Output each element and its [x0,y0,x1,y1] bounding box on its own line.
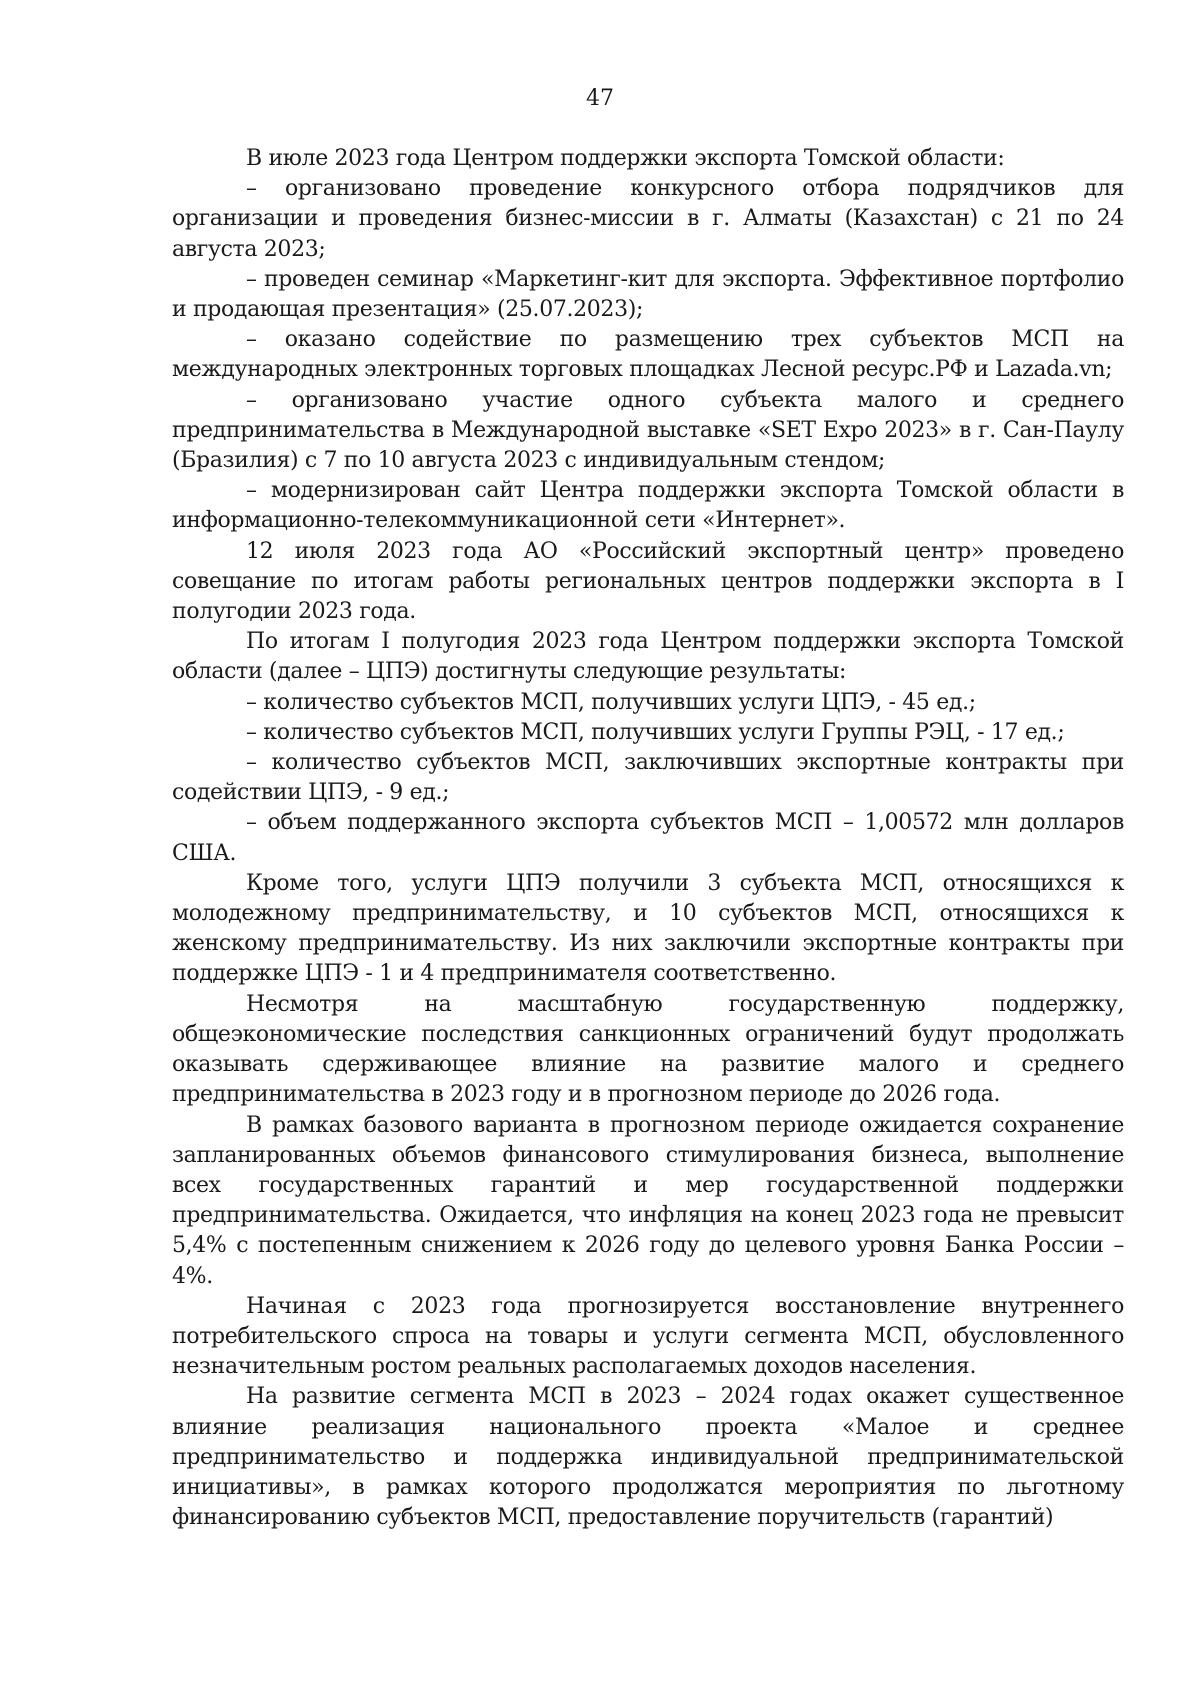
document-body [172,144,1124,1533]
paragraph-base-scenario: В рамках базового варианта в прогнозном периоде ожидается сохранение запланированных объемов финансового стимулирования бизнеса, выполнение всех государственных гарантий и мер государственной поддержки предпринимательства. Ожидается, что инфляция на конец 2023 года не превысит 5,4% с постепенным снижением к 2026 году до целевого уровня Банка России – 4%. [172,1112,1124,1289]
list-item-rec-group-services: – количество субъектов МСП, получивших услуги Группы РЭЦ, - 17 ед.; [246,719,1065,745]
paragraph-july-intro: В июле 2023 года Центром поддержки экспорта Томской области: [246,146,1005,171]
paragraph-youth-women: Кроме того, услуги ЦПЭ получили 3 субъекта МСП, относящихся к молодежному предпринимательству, и 10 субъектов МСП, относящихся к женскому предпринимательству. Из них заключили экспортные контракты при поддержке ЦПЭ - 1 и 4 предпринимателя соответственно. [172,870,1124,987]
list-item-cpe-services: – количество субъектов МСП, получивших услуги ЦПЭ, - 45 ед.; [246,689,976,715]
list-item-export-volume: – объем поддержанного экспорта субъектов МСП – 1,00572 млн долларов США. [172,810,1124,866]
list-item-set-expo: – организовано участие одного субъекта малого и среднего предпринимательства в Международной выставке «SET Expo 2023» в г. Сан-Паулу (Бразилия) с 7 по 10 августа 2023 с индивидуальным стендом; [172,387,1124,474]
list-item-marketplaces: – оказано содействие по размещению трех субъектов МСП на международных электронных торговых площадках Лесной ресурс.РФ и Lazada.vn; [172,327,1124,383]
paragraph-demand-recovery: Начиная с 2023 года прогнозируется восстановление внутреннего потребительского спроса на товары и услуги сегмента МСП, обусловленного незначительным ростом реальных располагаемых доходов населения. [172,1293,1124,1380]
paragraph-rec-meeting: 12 июля 2023 года АО «Российский экспортный центр» проведено совещание по итогам работы региональных центров поддержки экспорта в I полугодии 2023 года. [172,538,1124,625]
list-item-website: – модернизирован сайт Центра поддержки экспорта Томской области в информационно-телекоммуникационной сети «Интернет». [172,478,1124,534]
paragraph-national-project: На развитие сегмента МСП в 2023 – 2024 годах окажет существенное влияние реализация национального проекта «Малое и среднее предпринимательство и поддержка индивидуальной предпринимательской инициативы», в рамках которого продолжатся мероприятия по льготному финансированию субъектов МСП, предоставление поручительств (гарантий) [172,1384,1124,1531]
paragraph-half-year-results: По итогам I полугодия 2023 года Центром поддержки экспорта Томской области (далее – ЦПЭ) достигнуты следующие результаты: [172,629,1124,685]
page-number: 47 [586,86,614,111]
paragraph-sanctions: Несмотря на масштабную государственную поддержку, общеэкономические последствия санкционных ограничений будут продолжать оказывать сдерживающее влияние на развитие малого и среднего предпринимательства в 2023 году и в прогнозном периоде до 2026 года. [172,991,1124,1108]
list-item-export-contracts: – количество субъектов МСП, заключивших экспортные контракты при содействии ЦПЭ, - 9 ед.; [172,750,1124,806]
list-item-seminar: – проведен семинар «Маркетинг-кит для экспорта. Эффективное портфолио и продающая презентация» (25.07.2023); [172,266,1124,323]
list-item-contractor-selection: – организовано проведение конкурсного отбора подрядчиков для организации и проведения бизнес-миссии в г. Алматы (Казахстан) с 21 по 24 августа 2023; [172,176,1124,262]
